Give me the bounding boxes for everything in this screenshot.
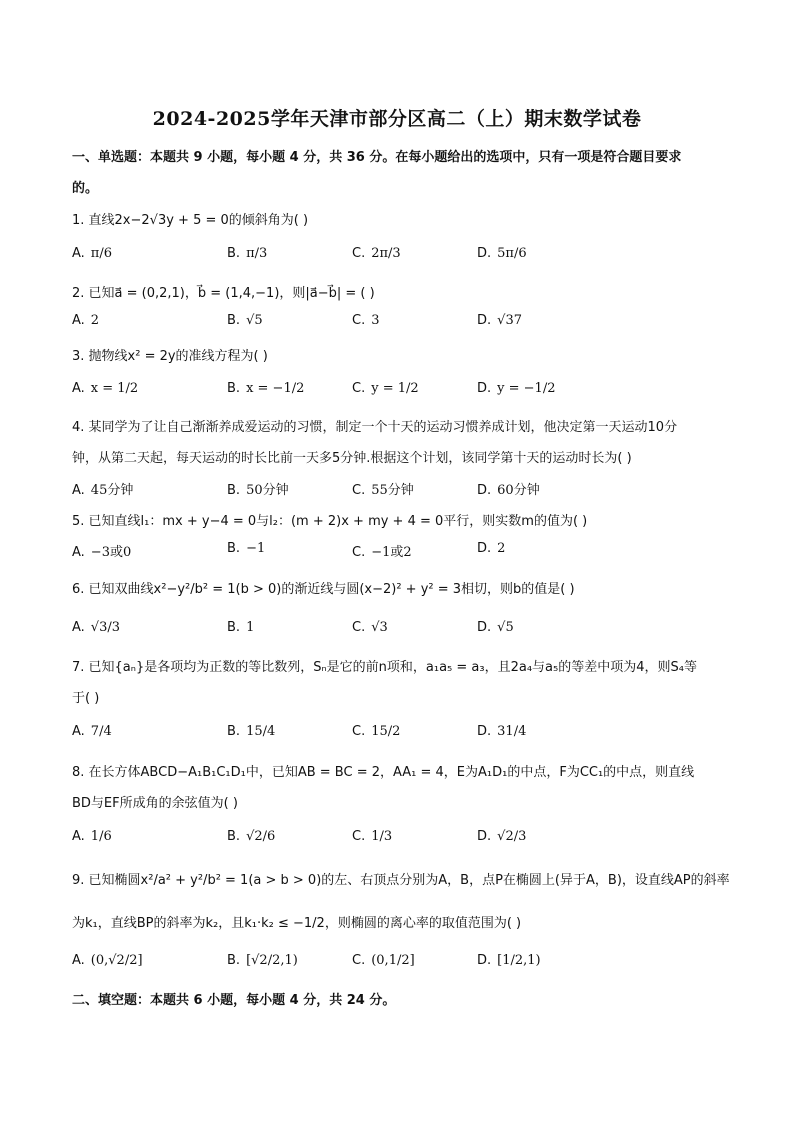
option-c[interactable] [352,479,414,498]
option-b[interactable] [227,479,289,498]
option-label: C. [352,545,366,560]
option-label: A. [72,829,85,844]
section1-header-line2: 的。 [72,181,99,196]
option-d[interactable] [477,541,505,556]
option-value: 5π/6 [497,246,527,261]
option-value: 60分钟 [497,483,540,498]
option-value: 55分钟 [371,483,414,498]
option-value: [1/2,1) [497,953,541,968]
question-4-text-line2: 钟，从第二天起，每天运动的时长比前一天多5分钟.根据这个计划，该同学第十天的运动时长为( ) [72,451,632,466]
option-value: 15/4 [246,724,276,739]
option-label: C. [352,313,366,328]
option-b[interactable] [227,620,254,635]
question-3-text: 3. 抛物线x² = 2y的准线方程为( ) [72,349,268,364]
option-value: √3 [371,620,388,635]
option-value: 15/2 [371,724,401,739]
section2-header: 二、填空题：本题共 6 小题，每小题 4 分，共 24 分。 [72,993,396,1008]
question-8-options [72,829,722,851]
option-a[interactable] [72,246,112,261]
option-value: π/6 [90,246,112,261]
option-c[interactable] [352,620,388,635]
question-5-text: 5. 已知直线l₁：mx + y−4 = 0与l₂：(m + 2)x + my + 4 = 0平行，则实数m的值为( ) [72,514,588,529]
option-a[interactable] [72,479,133,498]
option-label: D. [477,620,492,635]
option-value: √2/6 [246,829,276,844]
option-d[interactable] [477,313,522,328]
question-4-options [72,479,722,501]
option-label: A. [72,246,85,261]
option-label: A. [72,545,85,560]
option-label: C. [352,620,366,635]
option-label: D. [477,541,492,556]
option-label: A. [72,483,85,498]
option-label: C. [352,246,366,261]
option-value: x = 1/2 [90,381,139,396]
option-label: C. [352,483,366,498]
question-7-options [72,724,722,746]
question-7-text-line2: 于( ) [72,691,100,706]
option-value: √5 [246,313,263,328]
option-label: C. [352,381,366,396]
exam-title: 2024-2025学年天津市部分区高二（上）期末数学试卷 [152,108,642,130]
option-label: B. [227,483,241,498]
question-8-text-line1: 8. 在长方体ABCD−A₁B₁C₁D₁中，已知AB = BC = 2，AA₁ = 4，E为A₁D₁的中点，F为CC₁的中点，则直线 [72,765,695,780]
option-label: B. [227,246,241,261]
option-b[interactable] [227,829,275,844]
option-value: (0,1/2] [371,953,415,968]
option-label: C. [352,953,366,968]
option-value: x = −1/2 [246,381,305,396]
option-value: 2 [497,541,506,556]
option-a[interactable] [72,829,112,844]
option-value: 1/3 [371,829,393,844]
question-2-options [72,313,722,335]
question-5-options [72,541,722,563]
option-value: 2 [90,313,100,328]
option-label: D. [477,313,492,328]
option-label: D. [477,953,492,968]
option-b[interactable] [227,541,265,556]
option-label: C. [352,724,366,739]
option-c[interactable] [352,724,400,739]
option-d[interactable] [477,829,526,844]
option-value: 1 [246,620,255,635]
option-d[interactable] [477,620,514,635]
option-a[interactable] [72,620,120,635]
option-label: A. [72,313,85,328]
option-a[interactable] [72,724,112,739]
option-label: B. [227,724,241,739]
option-value: 31/4 [497,724,527,739]
option-label: D. [477,829,492,844]
option-d[interactable] [477,246,527,261]
option-d[interactable] [477,479,540,498]
option-c[interactable] [352,313,380,328]
question-6-options [72,620,722,642]
option-label: A. [72,724,85,739]
option-value: 3 [371,313,380,328]
section1-header-line1: 一、单选题：本题共 9 小题，每小题 4 分，共 36 分。在每小题给出的选项中，只有一项是符合题目要求 [72,150,682,165]
question-9-text-line2: 为k₁，直线BP的斜率为k₂，且k₁·k₂ ≤ −1/2，则椭圆的离心率的取值范围为( ) [72,916,522,931]
option-c[interactable] [352,829,392,844]
question-9-text-line1: 9. 已知椭圆x²/a² + y²/b² = 1(a > b > 0)的左、右顶点分别为A，B，点P在椭圆上(异于A，B)，设直线AP的斜率 [72,873,730,888]
option-value: −3或0 [90,545,132,560]
option-value: 50分钟 [246,483,289,498]
option-c[interactable] [352,541,412,560]
option-value: 45分钟 [90,483,134,498]
option-label: B. [227,541,241,556]
option-label: A. [72,381,85,396]
question-6-text: 6. 已知双曲线x²−y²/b² = 1(b > 0)的渐近线与圆(x−2)² + y² = 3相切，则b的值是( ) [72,582,575,597]
option-label: A. [72,953,85,968]
option-value: −1 [246,541,266,556]
option-a[interactable] [72,953,143,968]
option-value: √2/3 [497,829,527,844]
option-value: (0,√2/2] [90,953,143,968]
question-9-options [72,953,722,975]
option-value: √5 [497,620,514,635]
option-label: B. [227,620,241,635]
option-a[interactable] [72,541,131,560]
option-value: π/3 [246,246,268,261]
question-8-text-line2: BD与EF所成角的余弦值为( ) [72,796,238,811]
option-b[interactable] [227,246,267,261]
option-label: D. [477,381,492,396]
question-1-text: 1. 直线2x−2√3y + 5 = 0的倾斜角为( ) [72,213,309,228]
option-b[interactable] [227,953,298,968]
option-label: B. [227,381,241,396]
option-b[interactable] [227,724,275,739]
option-label: B. [227,829,241,844]
option-b[interactable] [227,313,263,328]
option-value: [√2/2,1) [246,953,298,968]
option-c[interactable] [352,246,401,261]
option-value: y = 1/2 [371,381,419,396]
option-label: D. [477,724,492,739]
option-d[interactable] [477,381,555,396]
option-value: −1或2 [371,545,412,560]
question-1-options [72,246,722,268]
question-3-options [72,381,722,403]
question-7-text-line1: 7. 已知{aₙ}是各项均为正数的等比数列，Sₙ是它的前n项和，a₁a₅ = a₃，且2a₄与a₅的等差中项为4，则S₄等 [72,660,697,675]
option-value: 2π/3 [371,246,401,261]
option-label: C. [352,829,366,844]
question-2-text: 2. 已知a⃗ = (0,2,1)，b⃗ = (1,4,−1)，则|a⃗−b⃗| = ( ) [72,286,375,301]
question-4-text-line1: 4. 某同学为了让自己渐渐养成爱运动的习惯，制定一个十天的运动习惯养成计划，他决定第一天运动10分 [72,420,678,435]
option-d[interactable] [477,953,541,968]
option-b[interactable] [227,381,304,396]
option-value: 1/6 [90,829,112,844]
option-label: D. [477,483,492,498]
option-c[interactable] [352,381,419,396]
option-c[interactable] [352,953,415,968]
option-label: A. [72,620,85,635]
option-d[interactable] [477,724,526,739]
option-value: 7/4 [90,724,112,739]
option-a[interactable] [72,313,99,328]
option-value: y = −1/2 [497,381,556,396]
option-label: B. [227,313,241,328]
option-label: D. [477,246,492,261]
option-label: B. [227,953,241,968]
option-a[interactable] [72,381,138,396]
option-value: √37 [497,313,522,328]
option-value: √3/3 [90,620,121,635]
